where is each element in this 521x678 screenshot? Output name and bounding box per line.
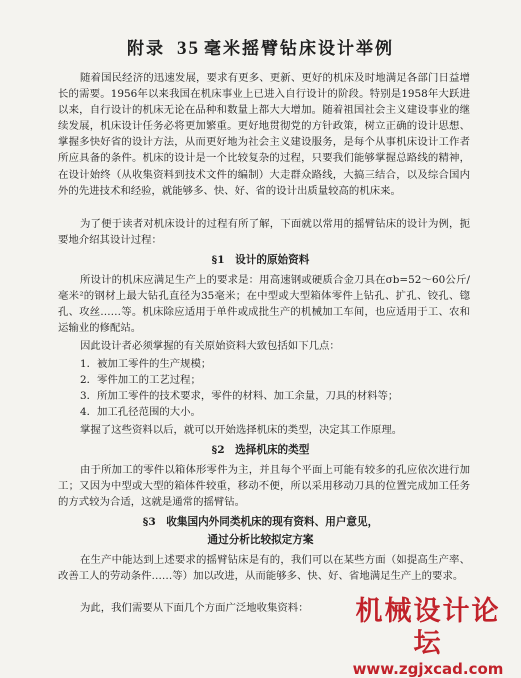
section-2-heading: §2 选择机床的类型 [211,444,310,456]
section-3-paragraph-2: 为此，我们需要从下面几个方面广泛地收集资料： [80,602,309,614]
title-number: 35 [176,38,200,59]
section-3-heading-line-1: §3 收集国内外同类机床的现有资料、用户意见， [142,516,379,528]
section-1-paragraph-1: 所设计的机床应满足生产上的要求是：用高速钢或硬质合金刀具在σb=52～60公斤/毫米²的钢材上最大钻孔直径为35毫米；在中型或大型箱体零件上钻孔、扩孔、铰孔、锪孔、攻丝……等。机床除应适用于单件或成批生产的机械加工车间，也应适用于工、农和运输业的修配站。 [58,274,470,335]
intro-paragraph-1: 随着国民经济的迅速发展，要求有更多、更新、更好的机床及时地满足各部门日益增长的需要。1956年以来我国在机床事业上已进入自行设计的阶段。特别是1958年大跃进以来，自行设计的机床无论在品种和数量上都大大增加。随着祖国社会主义建设事业的继续发展，机床设计任务必将更加繁重。更好地贯彻党的方针政策，树立正确的设计思想、掌握多快好省的设计方法，从而更好地为社会主义建设服务，是每个从事机床设计工作者所应具备的条件。机床的设计是一个比较复杂的过程，只要我们能够掌握总路线的精神，在设计始终（从收集资料到技术文件的编制）大走群众路线，大搞三结合，以及综合国内外的先进技术和经验，就能够多、快、好、省的设计出质量较高的机床来。 [58,72,470,197]
section-1-paragraph-2: 因此设计者必须掌握的有关原始资料大致包括如下几点： [80,340,340,352]
section-1-paragraph-3: 掌握了这些资料以后，就可以开始选择机床的类型，决定其工作原理。 [80,424,403,436]
title-suffix: 毫米摇臂钻床设计举例 [203,39,394,59]
intro-paragraph-2: 为了便于读者对机床设计的过程有所了解，下面就以常用的摇臂钻床的设计为例，扼要地介绍其设计过程： [58,218,470,247]
section-1-heading: §1 设计的原始资料 [211,254,310,266]
title-prefix: 附录 [127,39,166,59]
list-item: 1．被加工零件的生产规模； [80,358,212,370]
list-item: 4．加工孔径范围的大小。 [80,406,201,418]
watermark-title: 机械设计论坛 [355,596,501,659]
section-3-heading-line-2: 通过分析比较拟定方案 [207,534,314,546]
list-item: 3．所加工零件的技术要求，零件的材料、加工余量，刀具的材料等； [80,390,399,402]
section-3-paragraph-1: 在生产中能达到上述要求的摇臂钻床是有的，我们可以在某些方面（如提高生产率、改善工人的劳动条件……等）加以改进，从而能够多、快、好、省地满足生产上的要求。 [58,554,470,583]
data-requirements-list [80,356,470,420]
list-item: 2．零件加工的工艺过程； [80,374,201,386]
site-watermark [343,596,513,678]
section-2-paragraph-1: 由于所加工的零件以箱体形零件为主，并且每个平面上可能有较多的孔应依次进行加工；又因为中型或大型的箱体件较重，移动不便，所以采用移动刀具的位置完成加工任务的方式较为合适，这就是通常的摇臂钻。 [58,464,470,509]
watermark-url: www.zgjxcad.com [352,660,504,678]
page-title [0,34,521,60]
